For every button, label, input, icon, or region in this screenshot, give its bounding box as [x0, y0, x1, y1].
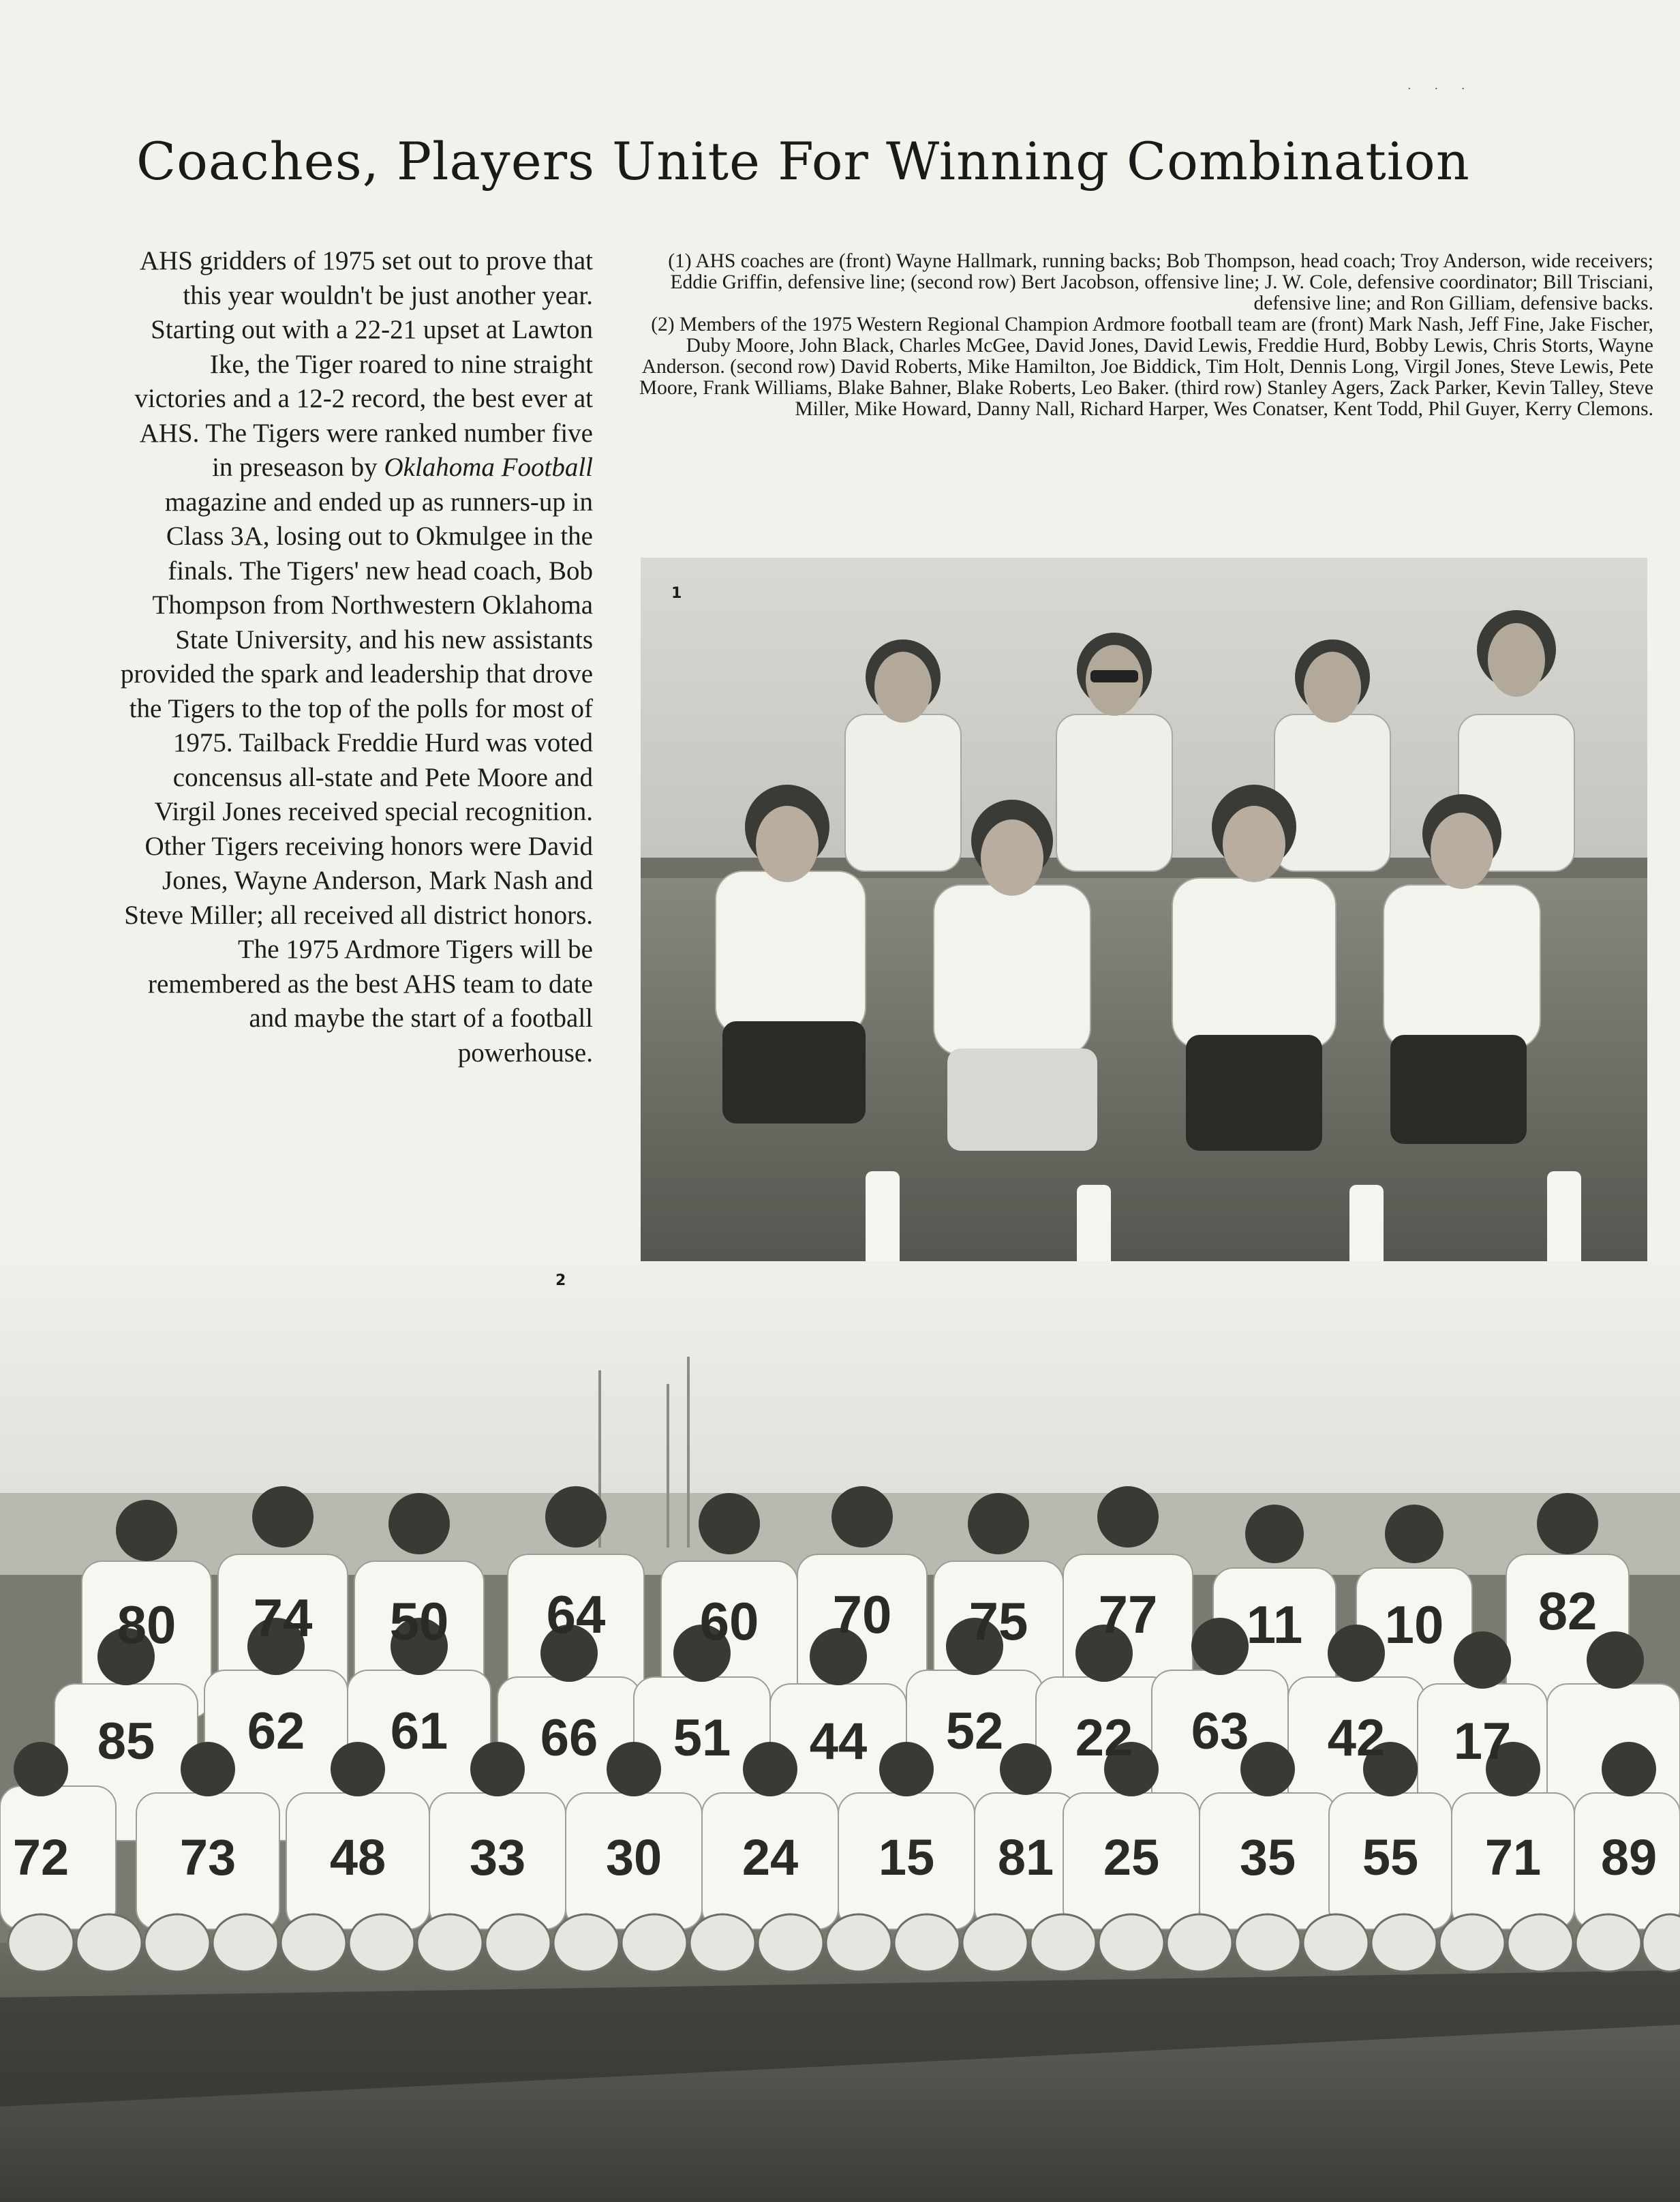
jersey-number: 63 — [1191, 1702, 1249, 1760]
jersey-number: 17 — [1453, 1713, 1512, 1770]
jersey-number: 81 — [997, 1829, 1054, 1886]
jersey-number: 80 — [117, 1595, 177, 1655]
jersey-number: 77 — [1098, 1584, 1158, 1644]
jersey-number: 33 — [469, 1829, 526, 1886]
jersey-number: 22 — [1075, 1709, 1133, 1767]
jersey-number: 66 — [540, 1709, 598, 1767]
jersey-number: 82 — [1538, 1581, 1598, 1641]
caption-team: (2) Members of the 1975 Western Regional Champion Ardmore football team are (front) Mark Nash, Jeff Fine, Jake Fischer, Duby Moore, John Black, Charles McGee, David Jones, David Lewis, Freddie Hurd, Bobby Lewis, Chris Storts, Wayne Anderson. (second row) David Roberts, Mike Hamilton, Joe Biddick, Tim Holt, Dennis Long, Virgil Jones, Steve Lewis, Pete Moore, Frank Williams, Blake Bahner, Blake Roberts, Leo Baker. (third row) Stanley Agers, Zack Parker, Kevin Talley, Steve Miller, Mike Howard, Danny Nall, Richard Harper, Wes Conatser, Kent Todd, Phil Guyer, Kerry Clemons. — [639, 314, 1653, 420]
photo-number-2: 2 — [555, 1272, 566, 1289]
coaches-photo-image — [641, 558, 1647, 1323]
coaches-photo — [641, 558, 1647, 1323]
jersey-number: 50 — [389, 1591, 449, 1651]
jersey-number: 35 — [1239, 1829, 1296, 1886]
jersey-number: 52 — [945, 1702, 1004, 1760]
print-specks: · · · — [1407, 82, 1475, 96]
article-body — [116, 244, 593, 1070]
jersey-number: 51 — [673, 1709, 731, 1767]
jersey-number: 10 — [1384, 1595, 1444, 1655]
jersey-number: 61 — [390, 1702, 448, 1760]
article-body-part-2: magazine and ended up as runners-up in Class 3A, losing out to Okmulgee in the finals. The Tigers' new head coach, Bob Thompson from Northwestern Oklahoma State University, and his new assistants provided the spark and leadership that drove the Tigers to the top of the polls for most of 1975. Tailback Freddie Hurd was voted concensus all-state and Pete Moore and Virgil Jones received special recognition. Other Tigers receiving honors were David Jones, Wayne Anderson, Mark Nash and Steve Miller; all received all district honors. The 1975 Ardmore Tigers will be remembered as the best AHS team to date and maybe the start of a football powerhouse. — [120, 487, 593, 1068]
jersey-number: 74 — [253, 1588, 313, 1648]
jersey-number: 70 — [832, 1584, 892, 1644]
jersey-number: 71 — [1484, 1829, 1542, 1886]
jersey-number: 11 — [1246, 1595, 1303, 1655]
jersey-number: 72 — [12, 1829, 70, 1886]
magazine-title: Oklahoma Football — [384, 453, 593, 482]
caption-coaches: (1) AHS coaches are (front) Wayne Hallmark, running backs; Bob Thompson, head coach; Troy Anderson, wide receivers; Eddie Griffin, defensive line; (second row) Bert Jacobson, offensive line; J. W. Cole, defensive coordinator; Bill Trisciani, defensive line; and Ron Gilliam, defensive backs. — [668, 250, 1653, 314]
jersey-number: 15 — [878, 1829, 935, 1886]
photo-captions — [627, 251, 1653, 420]
jersey-number: 73 — [179, 1829, 236, 1886]
jersey-number: 24 — [742, 1829, 799, 1886]
article-body-part-1: AHS gridders of 1975 set out to prove that this year wouldn't be just another year. Starting out with a 22-21 upset at Lawton Ike, the Tiger roared to nine straight victories and a 12-2 record, the best ever at AHS. The Tigers were ranked number five in preseason by — [134, 246, 593, 482]
jersey-number: 64 — [546, 1584, 606, 1644]
team-photo — [0, 1261, 1680, 2202]
jersey-number: 62 — [247, 1702, 305, 1760]
jersey-number: 60 — [699, 1591, 759, 1651]
jersey-number: 48 — [329, 1829, 386, 1886]
jersey-number: 42 — [1327, 1709, 1386, 1767]
page-headline: Coaches, Players Unite For Winning Combination — [136, 131, 1470, 192]
jersey-number: 85 — [97, 1713, 155, 1770]
team-photo-image — [0, 1261, 1680, 2202]
jersey-number: 75 — [968, 1591, 1028, 1651]
photo-number-1: 1 — [671, 585, 682, 602]
jersey-number: 25 — [1103, 1829, 1160, 1886]
jersey-number: 44 — [809, 1713, 868, 1770]
jersey-number: 89 — [1600, 1829, 1658, 1886]
jersey-number: 55 — [1362, 1829, 1419, 1886]
jersey-number: 30 — [605, 1829, 662, 1886]
